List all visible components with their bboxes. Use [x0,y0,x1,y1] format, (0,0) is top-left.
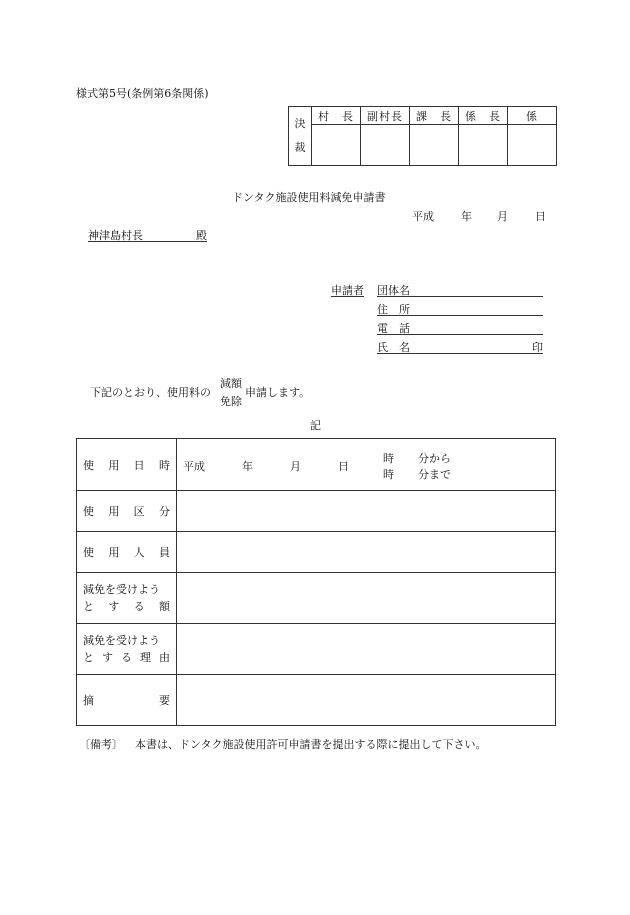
name-field[interactable]: 氏 名 印 [377,341,543,354]
label-text: 使 用 日 時 [83,458,170,472]
usage-datetime-field[interactable]: 平成 年 月 日 時 分から 時 分まで [177,439,556,491]
approval-cell[interactable] [508,125,557,166]
table-row [77,624,556,675]
remarks-field[interactable] [177,675,556,726]
note-label: 〔備考〕 [79,738,123,751]
table-row [77,675,556,726]
seal-mark: 印 [532,341,543,354]
approval-header-deputy-mayor: 副村長 [361,107,410,125]
table-row [77,439,556,491]
approval-cell[interactable] [410,125,459,166]
approval-cell[interactable] [361,125,410,166]
reduction-reason-field[interactable] [177,624,556,675]
table-row [77,573,556,624]
approval-cell[interactable] [312,125,361,166]
note-text: 本書は、ドンタク施設使用許可申請書を提出する際に提出して下さい。 [135,738,487,751]
approval-cell[interactable] [459,125,508,166]
usage-category-field[interactable] [177,491,556,532]
option-reduction[interactable]: 減額 [220,377,242,390]
attendee-count-field[interactable] [177,532,556,573]
organization-name-field[interactable]: 団体名 [377,282,543,297]
reduction-amount-field[interactable] [177,573,556,624]
form-number: 様式第5号(条例第6条関係) [76,87,209,100]
approval-header-staff: 係 [508,107,557,125]
approval-header-mayor: 村 長 [312,107,361,125]
applicant-label: 申請者 [331,284,364,297]
phone-field[interactable]: 電 話 [377,320,543,335]
table-row [77,532,556,573]
usage-datetime-label [77,439,177,491]
approval-header-section-chief: 課 長 [410,107,459,125]
addressee: 神津島村長 殿 [88,229,207,242]
reduction-reason-label: 減免を受けよう と す る 理 由 [77,624,177,675]
approval-label: 決 裁 [289,107,312,166]
application-details-table [76,438,556,726]
table-row [77,491,556,532]
option-exemption[interactable]: 免除 [220,395,242,408]
remarks-label: 摘 要 [77,675,177,726]
attendee-count-label: 使 用 人 員 [77,532,177,573]
approval-stamp-box [288,106,557,166]
document-title: ドンタク施設使用料減免申請書 [232,191,386,204]
address-field[interactable]: 住 所 [377,301,543,316]
usage-category-label: 使 用 区 分 [77,491,177,532]
ki-heading: 記 [310,419,321,432]
approval-header-subsection-chief: 係 長 [459,107,508,125]
reduction-amount-label: 減免を受けよう と す る 額 [77,573,177,624]
